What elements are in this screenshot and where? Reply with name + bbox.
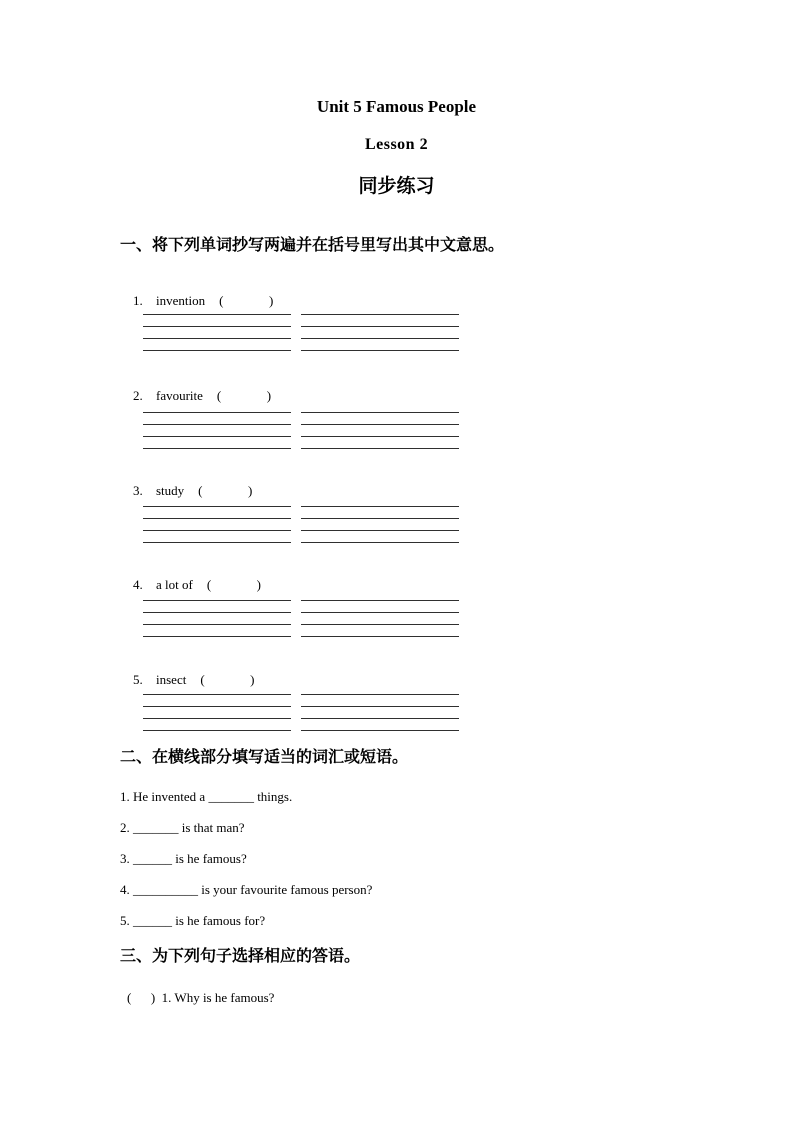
exercise-title: 同步练习 <box>358 176 435 197</box>
fill-blank-item-2: 2. _______ is that man? <box>120 820 245 835</box>
grid-column-left <box>143 314 291 351</box>
grid-column-left <box>143 694 291 731</box>
fill-blank-item-4: 4. __________ is your favourite famous person? <box>120 882 373 897</box>
fill-blank-item-1: 1. He invented a _______ things. <box>120 789 293 804</box>
writing-line <box>143 436 291 437</box>
item-number: 5. <box>133 672 143 687</box>
writing-line <box>301 706 459 707</box>
writing-line <box>143 718 291 719</box>
writing-line <box>143 350 291 351</box>
grid-column-left <box>143 506 291 543</box>
writing-line <box>143 326 291 327</box>
writing-line <box>301 730 459 731</box>
writing-line <box>301 326 459 327</box>
writing-line <box>301 636 459 637</box>
word-text: insect <box>156 672 187 687</box>
writing-line <box>143 338 291 339</box>
writing-line <box>143 542 291 543</box>
writing-line <box>143 518 291 519</box>
writing-grid-1 <box>143 314 459 351</box>
word-text: invention <box>156 293 206 308</box>
grid-column-right <box>301 600 459 637</box>
writing-line <box>143 506 291 507</box>
writing-line <box>301 600 459 601</box>
writing-line <box>301 412 459 413</box>
writing-line <box>301 436 459 437</box>
grid-column-right <box>301 694 459 731</box>
writing-line <box>301 624 459 625</box>
writing-line <box>301 694 459 695</box>
writing-grid-4 <box>143 600 459 637</box>
writing-line <box>301 612 459 613</box>
writing-line <box>301 718 459 719</box>
writing-line <box>143 694 291 695</box>
writing-line <box>301 338 459 339</box>
item-number: 1. <box>133 293 143 308</box>
writing-line <box>301 530 459 531</box>
bracket-blank: ( ) <box>200 672 255 687</box>
bracket-blank: ( ) <box>219 293 274 308</box>
grid-column-left <box>143 412 291 449</box>
fill-blank-item-3: 3. ______ is he famous? <box>120 851 247 866</box>
writing-line <box>143 424 291 425</box>
writing-line <box>143 612 291 613</box>
writing-line <box>301 506 459 507</box>
match-item-1: ( ) 1. Why is he famous? <box>127 990 275 1005</box>
writing-grid-3 <box>143 506 459 543</box>
section-3-heading: 三、为下列句子选择相应的答语。 <box>120 948 361 965</box>
writing-line <box>143 314 291 315</box>
writing-line <box>301 448 459 449</box>
grid-column-left <box>143 600 291 637</box>
writing-line <box>301 314 459 315</box>
lesson-subtitle: Lesson 2 <box>364 136 429 153</box>
word-text: study <box>156 483 185 498</box>
grid-column-right <box>301 412 459 449</box>
writing-line <box>143 530 291 531</box>
writing-line <box>143 636 291 637</box>
word-text: favourite <box>156 388 203 403</box>
grid-column-right <box>301 506 459 543</box>
writing-line <box>143 600 291 601</box>
writing-line <box>143 412 291 413</box>
bracket-blank: ( ) <box>206 577 261 592</box>
item-number: 2. <box>133 388 143 403</box>
writing-line <box>143 448 291 449</box>
writing-line <box>143 706 291 707</box>
writing-grid-5 <box>143 694 459 731</box>
fill-blank-item-5: 5. ______ is he famous for? <box>120 913 266 928</box>
section-2-heading: 二、在横线部分填写适当的词汇或短语。 <box>120 749 409 766</box>
item-number: 3. <box>133 483 143 498</box>
section-1-heading: 一、将下列单词抄写两遍并在括号里写出其中文意思。 <box>120 237 505 254</box>
item-number: 4. <box>133 577 143 592</box>
grid-column-right <box>301 314 459 351</box>
writing-line <box>143 730 291 731</box>
bracket-blank: ( ) <box>216 388 272 403</box>
writing-line <box>301 424 459 425</box>
page-title: Unit 5 Famous People <box>316 97 477 116</box>
word-text: a lot of <box>156 577 193 592</box>
writing-line <box>301 350 459 351</box>
bracket-blank: ( ) <box>198 483 253 498</box>
writing-line <box>143 624 291 625</box>
writing-line <box>301 542 459 543</box>
writing-line <box>301 518 459 519</box>
writing-grid-2 <box>143 412 459 449</box>
